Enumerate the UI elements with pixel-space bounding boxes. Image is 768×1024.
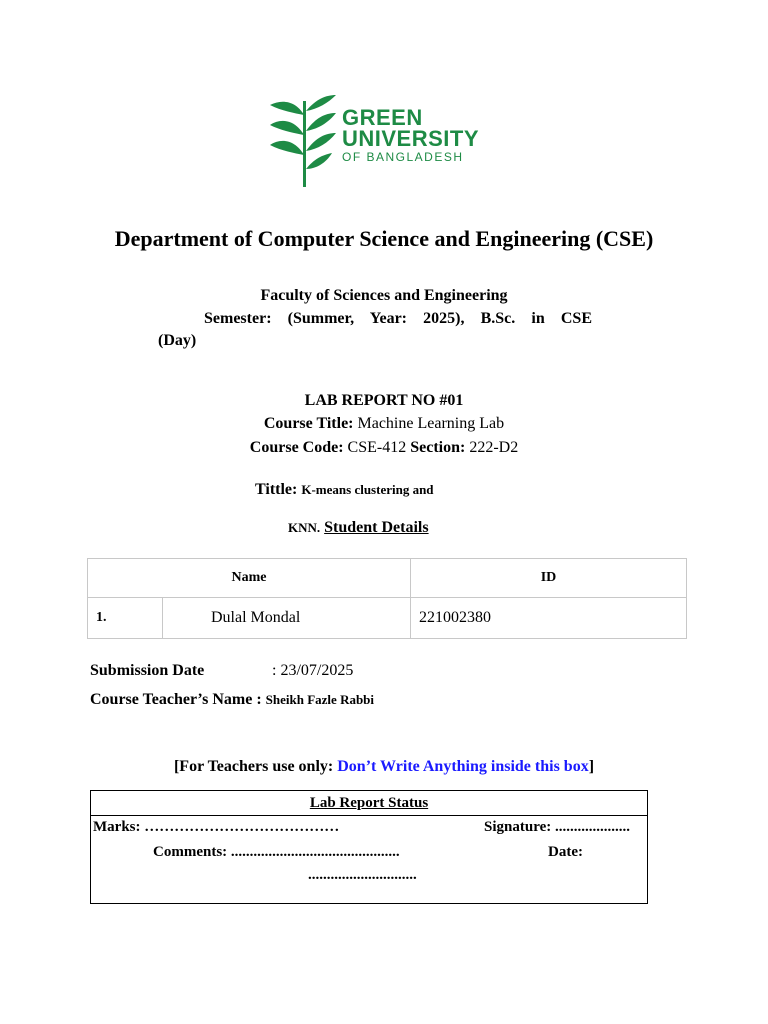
teachers-note	[0, 758, 768, 776]
tittle-label: Tittle:	[255, 481, 298, 498]
header-name: Name	[88, 559, 411, 598]
tittle-continuation-line	[288, 519, 429, 537]
comments-field: Comments: .............................................	[153, 844, 400, 860]
submission-date-line	[90, 662, 354, 680]
student-name: Dulal Mondal	[163, 598, 411, 639]
logo-text-green: GREEN	[342, 105, 423, 130]
tittle-continuation: KNN.	[288, 520, 321, 535]
teacher-name-value: Sheikh Fazle Rabbi	[265, 692, 375, 707]
leaf-emblem-icon	[268, 93, 348, 188]
student-details-heading: Student Details	[324, 519, 429, 536]
table-header-row	[88, 559, 687, 598]
student-details-table	[87, 558, 687, 639]
course-title-value: Machine Learning Lab	[357, 415, 505, 432]
semester-day: (Day)	[158, 332, 197, 349]
tittle-value: K-means clustering and	[301, 482, 434, 497]
teacher-name-label: Course Teacher’s Name :	[90, 691, 262, 708]
course-code-line	[0, 439, 768, 457]
teachers-note-prefix: [For Teachers use only:	[173, 758, 338, 775]
logo-text-of-bangladesh: OF BANGLADESH	[342, 150, 464, 164]
submission-date-label: Submission Date	[90, 662, 205, 679]
status-box-heading: Lab Report Status	[91, 791, 647, 816]
teacher-name-line	[90, 691, 374, 709]
submission-date-value: : 23/07/2025	[272, 662, 354, 679]
date-field: Date:	[548, 844, 583, 860]
marks-field: Marks: …………………………………	[93, 819, 340, 835]
tittle-line	[255, 481, 434, 499]
lab-report-number: LAB REPORT NO #01	[304, 392, 464, 409]
signature-field: Signature: ....................	[484, 819, 630, 835]
section-label: Section:	[410, 439, 466, 456]
header-id: ID	[411, 559, 687, 598]
teachers-note-suffix: ]	[588, 758, 595, 775]
semester-line: Semester: (Summer, Year: 2025), B.Sc. in CSE	[204, 310, 592, 327]
student-id: 221002380	[411, 598, 687, 639]
university-logo	[268, 93, 504, 188]
course-code-label: Course Code:	[249, 439, 344, 456]
course-title-label: Course Title:	[263, 415, 354, 432]
row-number: 1.	[88, 598, 163, 639]
section-value: 222-D2	[469, 439, 519, 456]
table-row	[88, 598, 687, 639]
course-code-value: CSE-412	[347, 439, 407, 456]
faculty-line: Faculty of Sciences and Engineering	[260, 287, 508, 304]
course-title-line	[0, 415, 768, 433]
logo-text-university: UNIVERSITY	[342, 126, 480, 151]
teachers-note-highlight: Don’t Write Anything inside this box	[337, 758, 589, 775]
lab-report-status-box	[90, 790, 648, 904]
department-title: Department of Computer Science and Engineering (CSE)	[114, 226, 654, 251]
comments-continuation: .............................	[308, 867, 417, 883]
